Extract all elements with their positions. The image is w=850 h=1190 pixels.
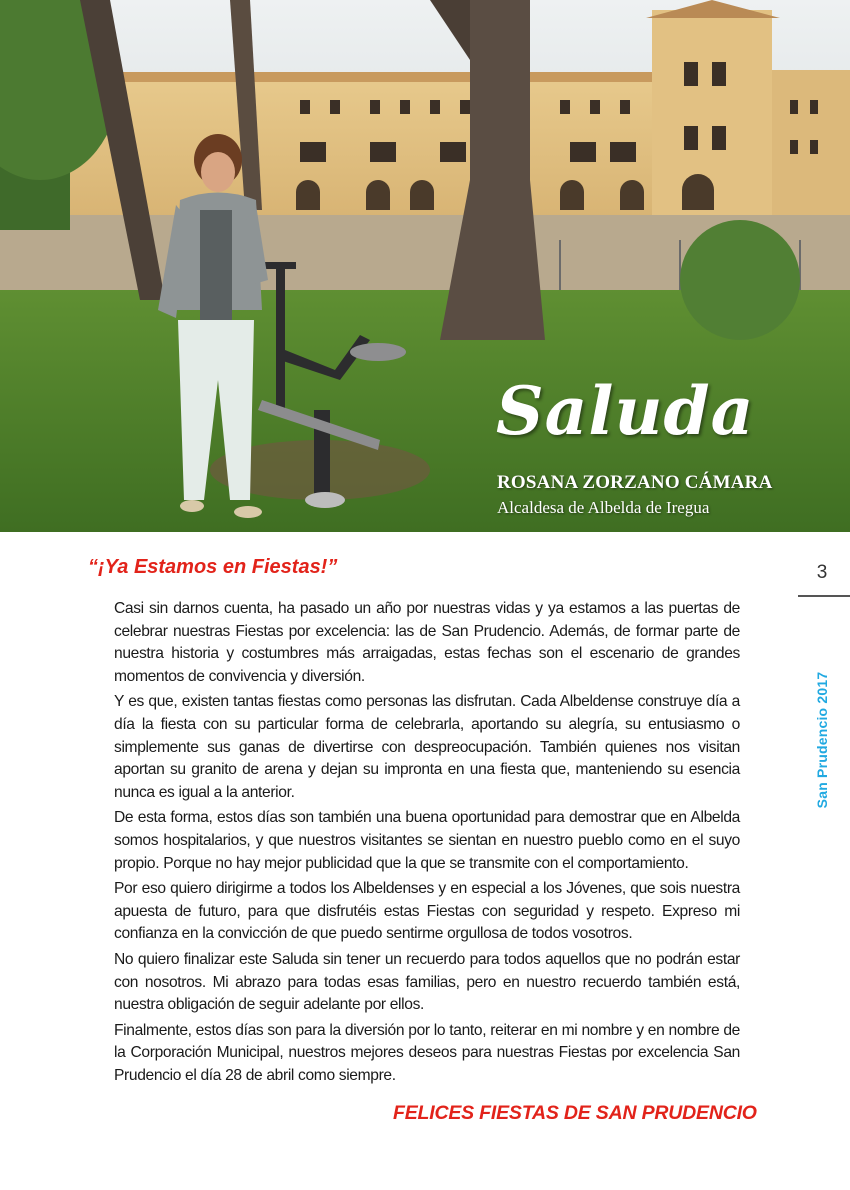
side-divider <box>798 595 850 597</box>
author-role: Alcaldesa de Albelda de Iregua <box>497 498 710 517</box>
paragraph: Finalmente, estos días son para la diversión por lo tanto, reiterar en mi nombre y en nombre de la Corporación Municipal, nuestros mejores deseos para nuestras Fiestas por excelencia San Prudencio el día 28 de abril como siempre. <box>114 1021 740 1084</box>
side-label: San Prudencio 2017 <box>814 671 830 809</box>
paragraph: De esta forma, estos días son también una buena oportunidad para demostrar que en Albelda somos hospitalarios, y que nuestros visitantes se sientan en nuestro pueblo como en el suyo propio. Porque no hay mejor publicidad que la que se transmite con el comportamiento. <box>114 809 740 872</box>
saluda-title: Saluda <box>496 372 755 450</box>
page-number: 3 <box>816 562 828 583</box>
header-photo <box>0 0 850 532</box>
article-body <box>114 598 740 1090</box>
paragraph: Por eso quiero dirigirme a todos los Albeldenses y en especial a los Jóvenes, que sois nuestra apuesta de futuro, para que disfrutéis estas Fiestas con seguridad y respeto. Expreso mi confianza en la convicción de que puedo sentirme orgullosa de todos vosotros. <box>114 880 740 943</box>
article-headline: “¡Ya Estamos en Fiestas!” <box>88 556 338 578</box>
closing-greeting: FELICES FIESTAS DE SAN PRUDENCIO <box>393 1102 757 1124</box>
paragraph: Y es que, existen tantas fiestas como personas las disfrutan. Cada Albeldense construye día a día la fiesta con su particular forma de celebrarla, aportando su alegría, su entusiasmo o simplemente sus ganas de divertirse con despreocupación. También quienes nos visitan aportan su granito de arena y dejan su impronta en una fiesta que, manteniendo su esencia nunca es igual a la anterior. <box>114 693 740 801</box>
author-name: ROSANA ZORZANO CÁMARA <box>497 472 773 493</box>
paragraph: No quiero finalizar este Saluda sin tener un recuerdo para todos aquellos que no podrán estar con nosotros. Mi abrazo para todas esas familias, pero en nuestro recuerdo también está, nuestra obligación de seguir adelante por ellos. <box>114 950 740 1014</box>
paragraph: Casi sin darnos cuenta, ha pasado un año por nuestras vidas y ya estamos a las puertas de celebrar nuestras Fiestas por excelencia: las de San Prudencio. Además, de formar parte de nuestra historia y costumbres más arraigadas, estas fechas son el escenario de grandes momentos de convivencia y diversión. <box>114 600 740 685</box>
